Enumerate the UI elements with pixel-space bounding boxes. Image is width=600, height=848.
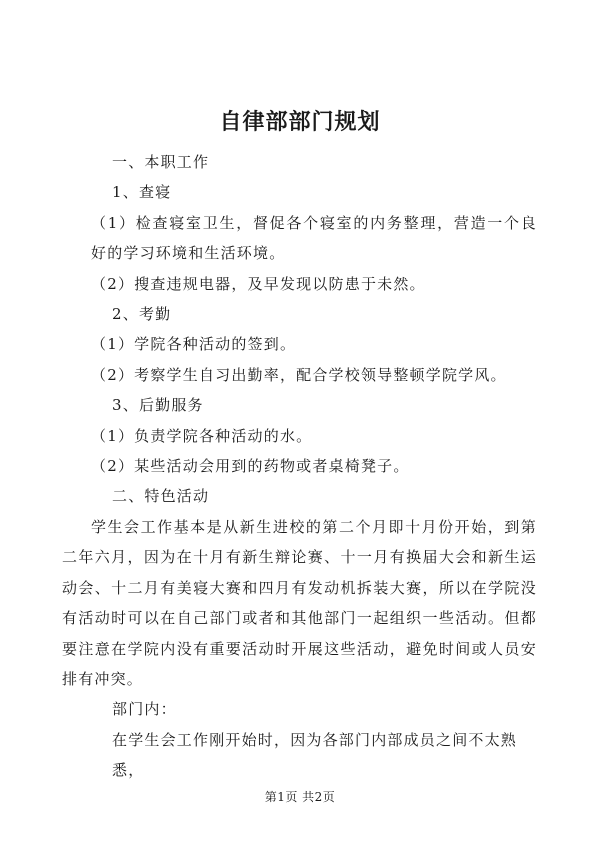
document-body <box>62 147 537 786</box>
paragraph-activity-signin: （1）学院各种活动的签到。 <box>91 335 297 354</box>
paragraph-illegal-appliances: （2）搜查违规电器，及早发现以防患于未然。 <box>91 274 426 293</box>
paragraph-supplies: （2）某些活动会用到的药物或者桌椅凳子。 <box>91 457 410 476</box>
paragraph-water-supply: （1）负责学院各种活动的水。 <box>91 426 313 445</box>
document-title: 自律部部门规划 <box>219 109 381 135</box>
subsection-heading-logistics: 3、后勤服务 <box>112 396 204 415</box>
section-heading-special-activities: 二、特色活动 <box>112 487 210 506</box>
paragraph-study-attendance: （2）考察学生自习出勤率，配合学校领导整顿学院学风。 <box>91 365 507 384</box>
subsection-heading-attendance: 2、考勤 <box>112 305 172 324</box>
paragraph-department-start: 在学生会工作刚开始时，因为各部门内部成员之间不太熟悉， <box>112 730 518 780</box>
paragraph-activities-schedule: 学生会工作基本是从新生进校的第二个月即十月份开始，到第二年六月，因为在十月有新生辩论赛、十一月有换届大会和新生运动会、十二月有美寝大赛和四月有发动机拆装大赛，所以在学院没有活动时可以在自己部门或者和其他部门一起组织一些活动。但都要注意在学院内没有重要活动时开展这些活动，避免时间或人员安排有冲突。 <box>62 517 537 688</box>
page-indicator: 第1页 共2页 <box>264 790 336 804</box>
subsection-heading-dorm-check: 1、查寝 <box>112 183 172 202</box>
paragraph-dorm-hygiene: （1）检查寝室卫生，督促各个寝室的内务整理，营造一个良好的学习环境和生活环境。 <box>91 213 537 263</box>
section-heading-duties: 一、本职工作 <box>112 153 210 171</box>
section-heading-department-internal: 部门内： <box>112 700 177 719</box>
